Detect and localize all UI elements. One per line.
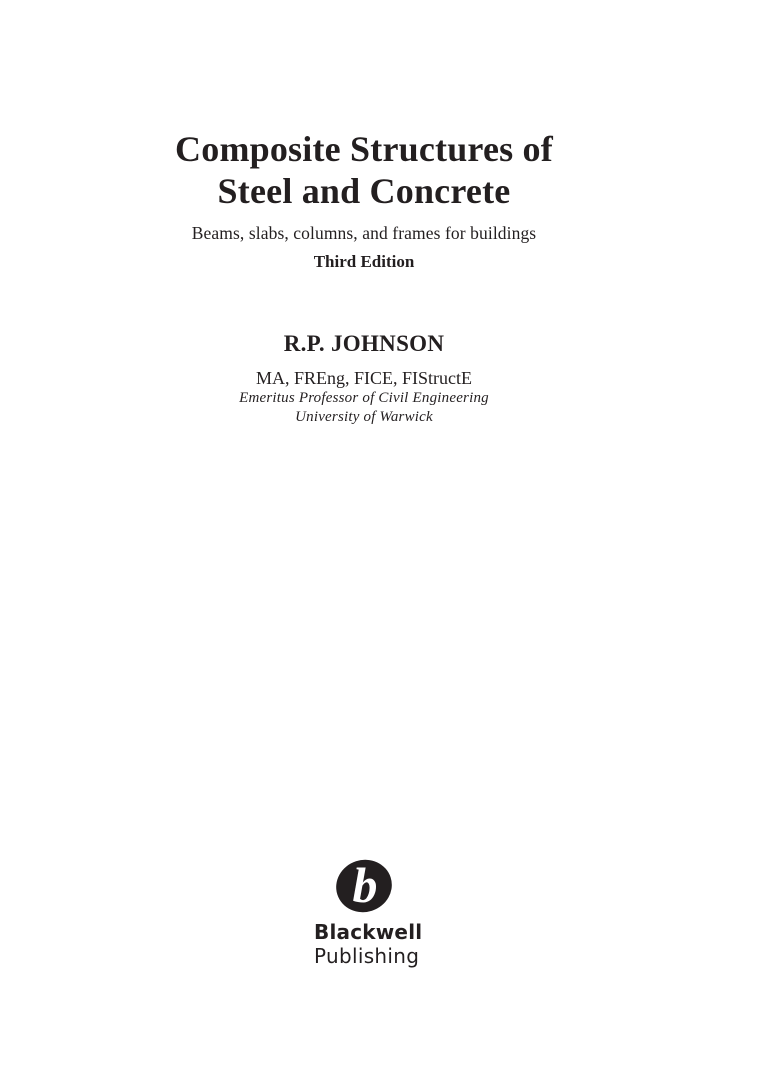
publisher-name: Blackwell xyxy=(314,920,423,944)
publisher-sub: Publishing xyxy=(314,944,420,968)
book-title-line-2: Steel and Concrete xyxy=(217,171,511,211)
book-title-line-1: Composite Structures of xyxy=(175,129,553,169)
publisher-block xyxy=(314,920,434,968)
book-edition: Third Edition xyxy=(313,252,415,271)
author-block xyxy=(140,330,588,427)
author-credentials: MA, FREng, FICE, FIStructE xyxy=(255,368,473,388)
title-block xyxy=(140,128,588,273)
author-name: R.P. JOHNSON xyxy=(283,331,445,356)
author-institution: University of Warwick xyxy=(295,409,433,425)
logo-letter: b xyxy=(352,857,378,913)
author-position: Emeritus Professor of Civil Engineering xyxy=(239,390,489,406)
blackwell-b-logo-icon xyxy=(333,855,395,915)
book-subtitle: Beams, slabs, columns, and frames for buildings xyxy=(191,223,537,243)
